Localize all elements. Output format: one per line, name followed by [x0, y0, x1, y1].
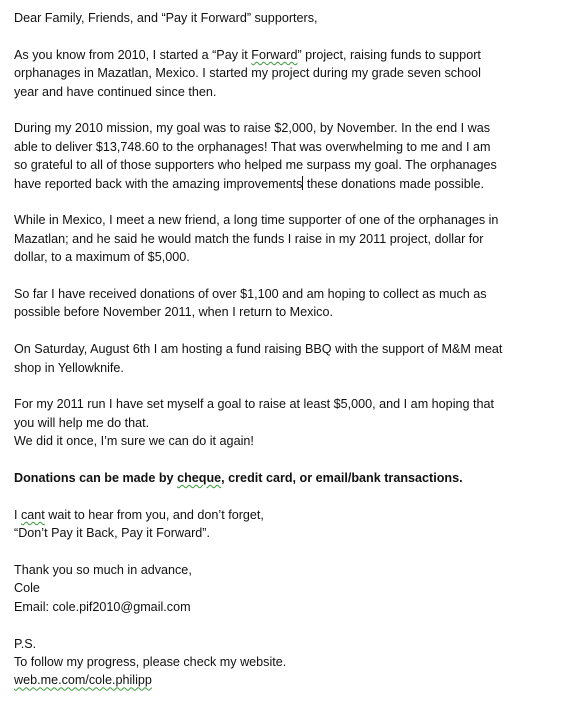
paragraph-line: “Don’t Pay it Back, Pay it Forward”.	[14, 526, 210, 541]
paragraph-line: you will help me do that.	[14, 415, 150, 430]
paragraph-line: able to deliver $13,748.60 to the orphanages! That was overwhelming to me and I am	[14, 139, 491, 154]
paragraph-line: Mazatlan; and he said he would match the funds I raise in my 2011 project, dollar for	[14, 231, 484, 246]
email-line: Email: cole.pif2010@gmail.com	[14, 599, 191, 614]
paragraph-line: I cant wait to hear from you, and don’t forget,	[14, 507, 264, 522]
ps-label: P.S.	[14, 636, 37, 651]
paragraph-line: possible before November 2011, when I return to Mexico.	[14, 305, 333, 320]
paragraph-line: shop in Yellowknife.	[14, 360, 124, 375]
paragraph-line: We did it once, I’m sure we can do it again!	[14, 434, 254, 449]
paragraph-motto	[14, 506, 570, 543]
paragraph-line: While in Mexico, I meet a new friend, a long time supporter of one of the orphanages in	[14, 213, 499, 228]
paragraph-donations	[14, 469, 570, 487]
paragraph-line: have reported back with the amazing improvements these donations made possible.	[14, 176, 485, 191]
ps-line: To follow my progress, please check my website.	[14, 655, 287, 670]
greeting-line: Dear Family, Friends, and “Pay it Forward” supporters,	[14, 11, 318, 25]
paragraph-progress	[14, 285, 570, 322]
paragraph-line: Donations can be made by cheque, credit card, or email/bank transactions.	[14, 471, 463, 486]
paragraph-line: orphanages in Mazatlan, Mexico. I started my project during my grade seven school	[14, 66, 481, 81]
website-link[interactable]: web.me.com/cole.philipp	[14, 673, 152, 688]
paragraph-match	[14, 211, 570, 266]
paragraph-line: During my 2010 mission, my goal was to raise $2,000, by November. In the end I was	[14, 121, 490, 136]
spellcheck-word[interactable]: cheque	[177, 471, 222, 486]
paragraph-intro	[14, 46, 570, 101]
paragraph-line: For my 2011 run I have set myself a goal to raise at least $5,000, and I am hoping that	[14, 397, 495, 412]
paragraph-line: so grateful to all of those supporters who helped me surpass my goal. The orphanages	[14, 158, 497, 173]
greeting	[14, 9, 570, 27]
closing-line: Thank you so much in advance,	[14, 563, 192, 578]
spellcheck-word[interactable]: Forward	[251, 47, 298, 62]
paragraph-bbq	[14, 340, 570, 377]
paragraph-goal	[14, 395, 570, 450]
postscript	[14, 635, 570, 690]
signature-name: Cole	[14, 581, 40, 596]
paragraph-mission	[14, 119, 570, 193]
paragraph-line: dollar, to a maximum of $5,000.	[14, 250, 190, 265]
paragraph-line: On Saturday, August 6th I am hosting a fund raising BBQ with the support of M&M meat	[14, 342, 503, 357]
document-body	[14, 9, 570, 690]
paragraph-line: As you know from 2010, I started a “Pay it Forward” project, raising funds to support	[14, 47, 481, 62]
paragraph-line: year and have continued since then.	[14, 84, 217, 99]
spellcheck-word[interactable]: cant	[21, 507, 45, 522]
paragraph-line: So far I have received donations of over $1,100 and am hoping to collect as much as	[14, 287, 487, 302]
closing	[14, 561, 570, 616]
